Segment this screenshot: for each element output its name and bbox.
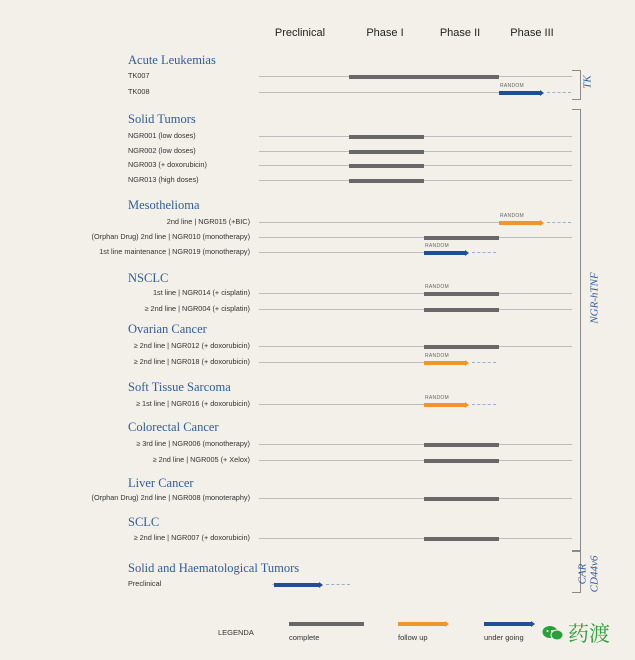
- bracket: [572, 70, 581, 100]
- phase-header: Phase II: [439, 27, 481, 39]
- row-label: 1st line maintenance | NGR019 (monotherapy): [99, 247, 250, 256]
- group-title: Soft Tissue Sarcoma: [128, 380, 231, 394]
- arrow-tip-icon: [540, 220, 544, 226]
- dashed-continuation: [326, 584, 350, 585]
- arrow-tip-icon: [465, 360, 469, 366]
- dashed-continuation: [547, 92, 571, 93]
- timeline-track: [259, 252, 424, 253]
- row-label: 1st line | NGR014 (+ cisplatin): [153, 288, 250, 297]
- bracket-label: TK: [581, 75, 594, 89]
- legend-complete-bar: [289, 622, 364, 626]
- row-label: ≥ 3rd line | NGR006 (monotherapy): [136, 439, 250, 448]
- row-label: ≥ 2nd line | NGR005 (+ Xelox): [152, 455, 250, 464]
- group-title: Colorectal Cancer: [128, 420, 219, 434]
- row-label: Preclinical: [128, 579, 162, 588]
- complete-bar: [349, 135, 424, 139]
- random-label: RANDOM: [425, 243, 450, 249]
- arrow-tip-icon: [445, 621, 449, 627]
- legend-label: complete: [289, 633, 320, 642]
- timeline-track: [259, 404, 424, 405]
- dashed-continuation: [472, 404, 496, 405]
- group-title: Ovarian Cancer: [128, 322, 207, 336]
- arrow-tip-icon: [465, 250, 469, 256]
- complete-bar: [424, 292, 499, 296]
- timeline-track: [259, 362, 424, 363]
- row-label: NGR003 (+ doxorubicin): [128, 160, 207, 169]
- complete-bar: [349, 179, 424, 183]
- legend-ongoing-bar: [484, 622, 532, 626]
- complete-bar: [424, 537, 499, 541]
- arrow-tip-icon: [319, 582, 323, 588]
- arrow-tip-icon: [465, 402, 469, 408]
- random-label: RANDOM: [425, 395, 450, 401]
- timeline-track: [259, 444, 572, 445]
- row-label: NGR013 (high doses): [128, 175, 199, 184]
- bracket-label: NGR-hTNF: [588, 272, 601, 324]
- random-label: RANDOM: [500, 213, 525, 219]
- group-title: NSCLC: [128, 271, 169, 285]
- legend-follow-bar: [398, 622, 446, 626]
- group-title: Acute Leukemias: [128, 53, 216, 67]
- ongoing-bar: [274, 583, 320, 587]
- group-title: Solid Tumors: [128, 112, 196, 126]
- timeline-track: [259, 538, 572, 539]
- bracket: [572, 109, 581, 551]
- ongoing-bar: [424, 251, 466, 255]
- row-label: NGR001 (low doses): [128, 131, 196, 140]
- complete-bar: [424, 308, 499, 312]
- phase-header: Phase I: [366, 27, 404, 39]
- row-label: (Orphan Drug) 2nd line | NGR010 (monotherapy): [91, 232, 250, 241]
- row-label: ≥ 1st line | NGR016 (+ doxorubicin): [136, 399, 250, 408]
- row-label: ≥ 2nd line | NGR007 (+ doxorubicin): [133, 533, 250, 542]
- phase-header: Phase III: [510, 27, 554, 39]
- row-label: ≥ 2nd line | NGR012 (+ doxorubicin): [133, 341, 250, 350]
- dashed-continuation: [547, 222, 571, 223]
- watermark-logo: [542, 618, 610, 648]
- arrow-tip-icon: [540, 90, 544, 96]
- row-label: TK007: [128, 71, 150, 80]
- complete-bar: [349, 75, 424, 79]
- group-title: SCLC: [128, 515, 160, 529]
- group-title: Liver Cancer: [128, 476, 194, 490]
- row-label: 2nd line | NGR015 (+BIC): [166, 217, 250, 226]
- legend-label: follow up: [398, 633, 428, 642]
- row-label: ≥ 2nd line | NGR004 (+ cisplatin): [144, 304, 250, 313]
- random-label: RANDOM: [425, 353, 450, 359]
- follow-bar: [424, 403, 466, 407]
- ongoing-bar: [499, 91, 541, 95]
- random-label: RANDOM: [500, 83, 525, 89]
- group-title: Solid and Haematological Tumors: [128, 561, 300, 575]
- complete-bar: [424, 443, 499, 447]
- group-title: Mesothelioma: [128, 198, 200, 212]
- row-label: (Orphan Drug) 2nd line | NGR008 (monoteraphy): [91, 493, 250, 502]
- complete-bar: [424, 236, 499, 240]
- row-label: TK008: [128, 87, 150, 96]
- arrow-tip-icon: [531, 621, 535, 627]
- timeline-track: [259, 222, 499, 223]
- legend-title: LEGENDA: [218, 628, 254, 637]
- complete-bar: [424, 497, 499, 501]
- timeline-track: [259, 293, 572, 294]
- complete-bar: [349, 150, 424, 154]
- follow-bar: [499, 221, 541, 225]
- dashed-continuation: [472, 362, 496, 363]
- complete-bar: [424, 345, 499, 349]
- row-label: NGR002 (low doses): [128, 146, 196, 155]
- timeline-track: [259, 309, 572, 310]
- timeline-track: [259, 498, 572, 499]
- timeline-track: [259, 346, 572, 347]
- timeline-track: [259, 237, 572, 238]
- timeline-track: [259, 92, 499, 93]
- complete-bar: [424, 459, 499, 463]
- row-label: ≥ 2nd line | NGR018 (+ doxorubicin): [133, 357, 250, 366]
- phase-header: Preclinical: [274, 27, 326, 39]
- legend-label: under going: [484, 633, 524, 642]
- wechat-icon: [542, 625, 564, 641]
- watermark-text: 药渡: [568, 622, 610, 646]
- complete-bar: [424, 75, 499, 79]
- dashed-continuation: [472, 252, 496, 253]
- follow-bar: [424, 361, 466, 365]
- bracket-label: CAR CD44v6: [576, 555, 601, 593]
- timeline-track: [259, 460, 572, 461]
- random-label: RANDOM: [425, 284, 450, 290]
- complete-bar: [349, 164, 424, 168]
